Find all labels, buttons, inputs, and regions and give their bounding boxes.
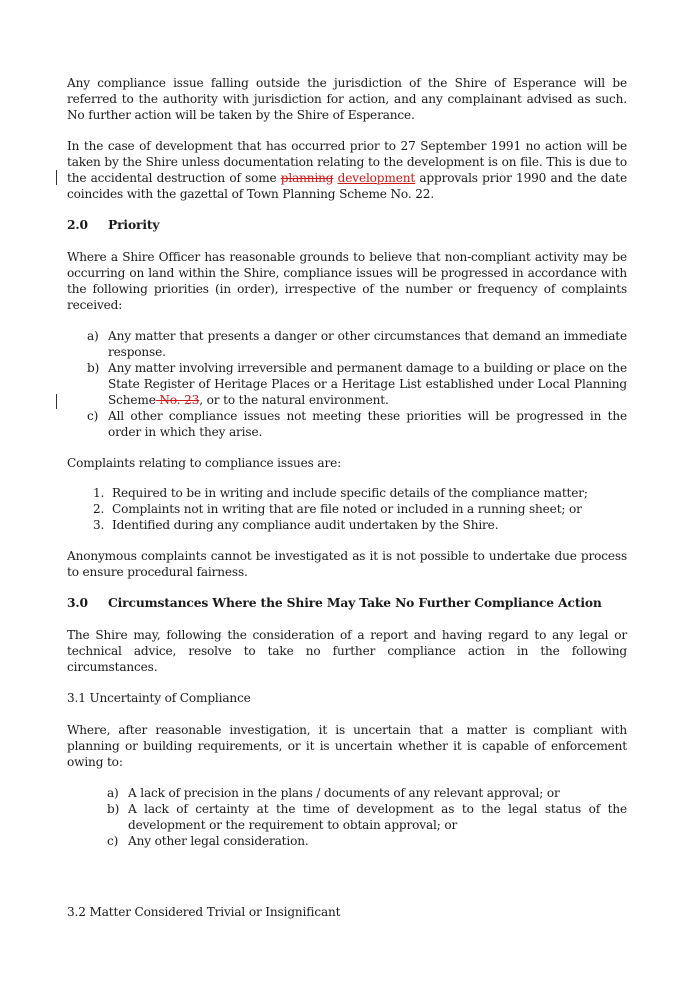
paragraph-anonymous-complaints: Anonymous complaints cannot be investigated as it is not possible to undertake due process to ensure procedural fairness. xyxy=(67,549,627,579)
paragraph-circumstances-intro: The Shire may, following the consideration of a report and having regard to any legal or technical advice, resolve to take no further compliance action in the following circumstances. xyxy=(67,628,627,674)
deleted-text: No. 23 xyxy=(155,393,200,407)
subsection-heading-trivial: 3.2 Matter Considered Trivial or Insignificant xyxy=(67,905,341,919)
list-item: 1. Required to be in writing and include specific details of the compliance matter; xyxy=(93,486,588,500)
complaints-list xyxy=(67,485,627,533)
section-heading-priority: 2.0 Priority xyxy=(67,217,160,232)
list-item: b) A lack of certainty at the time of development as to the legal status of the development or the requirement to obtain approval; or xyxy=(107,802,627,832)
paragraph-priority-intro: Where a Shire Officer has reasonable grounds to believe that non-compliant activity may be occurring on land within the Shire, compliance issues will be progressed in accordance with the following priorities (in order), irrespective of the number or frequency of complaints received: xyxy=(67,250,627,312)
change-bar xyxy=(56,394,57,409)
paragraph-complaints-intro: Complaints relating to compliance issues are: xyxy=(67,456,342,470)
subsection-heading-uncertainty: 3.1 Uncertainty of Compliance xyxy=(67,691,251,705)
list-item: 2. Complaints not in writing that are file noted or included in a running sheet; or xyxy=(93,502,582,516)
change-bar xyxy=(56,170,57,185)
section-heading-circumstances: 3.0 Circumstances Where the Shire May Take No Further Compliance Action xyxy=(67,595,602,610)
paragraph-jurisdiction: Any compliance issue falling outside the jurisdiction of the Shire of Esperance will be referred to the authority with jurisdiction for action, and any complainant advised as such. No further action will be taken by the Shire of Esperance. xyxy=(67,76,627,122)
uncertainty-list xyxy=(67,785,627,849)
list-item: a) Any matter that presents a danger or other circumstances that demand an immediate response. xyxy=(87,329,627,359)
paragraph-pre-1991-development: In the case of development that has occurred prior to 27 September 1991 no action will be taken by the Shire unless documentation relating to the development is on file. This is due to the accidental destruction of some planning development approvals prior 1990 and the date coincides with the gazettal of Town Planning Scheme No. 22. xyxy=(67,139,627,201)
list-item: c) All other compliance issues not meeting these priorities will be progressed in the order in which they arise. xyxy=(87,409,627,439)
deleted-text: planning xyxy=(280,171,334,185)
paragraph-uncertainty: Where, after reasonable investigation, it is uncertain that a matter is compliant with planning or building requirements, or it is uncertain whether it is capable of enforcement owing to: xyxy=(67,723,627,769)
priority-list xyxy=(67,328,627,440)
list-item: a) A lack of precision in the plans / documents of any relevant approval; or xyxy=(107,786,560,800)
list-item: 3. Identified during any compliance audit undertaken by the Shire. xyxy=(93,518,499,532)
inserted-text: development xyxy=(337,171,416,185)
list-item: c) Any other legal consideration. xyxy=(107,834,309,848)
list-item: b) Any matter involving irreversible and permanent damage to a building or place on the State Register of Heritage Places or a Heritage List established under Local Planning Scheme No. 23, or to the natural environment. xyxy=(87,361,627,407)
document-page xyxy=(67,75,627,936)
